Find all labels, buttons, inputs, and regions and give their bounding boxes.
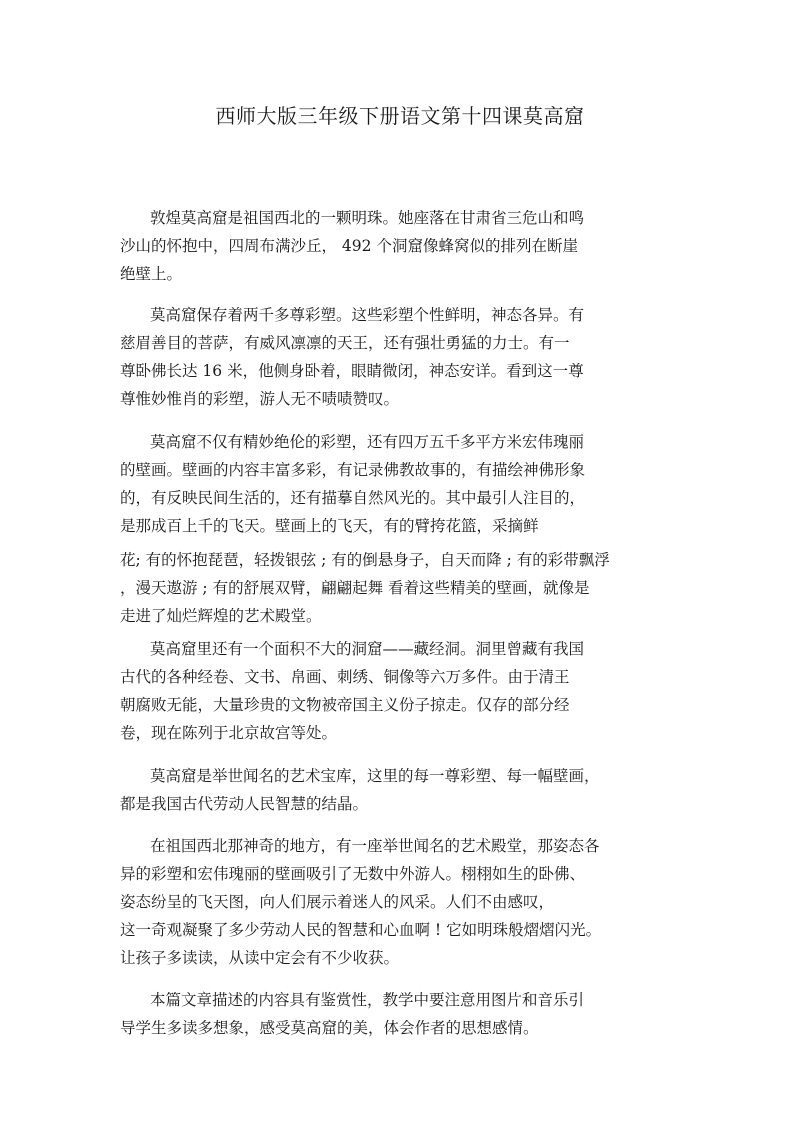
- paragraph-6: [120, 832, 680, 972]
- text-line: ，漫天遨游 ; 有的舒展双臂，翩翩起舞 看着这些精美的壁画，就像是: [120, 579, 590, 597]
- text-line: 朝腐败无能，大量珍贵的文物被帝国主义份子掠走。仅存的部分经: [120, 696, 570, 714]
- paragraph-7: [120, 986, 680, 1042]
- text-line: 绝壁上。: [120, 265, 183, 283]
- text-line: 慈眉善目的菩萨，有威风凛凛的天王，还有强壮勇猛的力士。有一: [120, 334, 570, 352]
- text-line: 花; 有的怀抱琵琶，轻拨银弦 ; 有的倒悬身子，自天而降 ; 有的彩带飘浮: [120, 551, 610, 569]
- text-line: 走进了灿烂辉煌的艺术殿堂。: [120, 607, 322, 625]
- text-line: 莫高窟是举世闻名的艺术宝库，这里的每一尊彩塑、每一幅壁画，: [150, 767, 600, 785]
- text-line: 异的彩塑和宏伟瑰丽的壁画吸引了无数中外游人。栩栩如生的卧佛、: [120, 865, 586, 883]
- text-line: 的壁画。壁画的内容丰富多彩，有记录佛教故事的，有描绘神佛形象: [120, 461, 586, 479]
- text-line: 本篇文章描述的内容具有鉴赏性，教学中要注意用图片和音乐引: [150, 991, 585, 1009]
- text-line: 古代的各种经卷、文书、帛画、刺绣、铜像等六万多件。由于清王: [120, 668, 570, 686]
- text-line: 都是我国古代劳动人民智慧的结晶。: [120, 795, 369, 813]
- text-line: 导学生多读多想象，感受莫高窟的美，体会作者的思想感情。: [120, 1019, 539, 1037]
- paragraph-4: [120, 635, 680, 747]
- text-line: 沙山的怀抱中，四周布满沙丘， 492 个洞窟像蜂窝似的排列在断崖: [120, 237, 578, 255]
- text-line: 莫高窟里还有一个面积不大的洞窟——藏经洞。洞里曾藏有我国: [150, 640, 585, 658]
- text-line: 让孩子多读读，从读中定会有不少收获。: [120, 949, 400, 967]
- text-line: 莫高窟不仅有精妙绝伦的彩塑，还有四万五千多平方米宏伟瑰丽: [150, 433, 585, 451]
- paragraph-1: [120, 204, 680, 288]
- paragraph-2: [120, 301, 680, 413]
- text-line: 的，有反映民间生活的，还有描摹自然风光的。其中最引人注目的，: [120, 489, 586, 507]
- paragraph-3: [120, 428, 680, 630]
- text-line: 莫高窟保存着两千多尊彩塑。这些彩塑个性鲜明，神态各异。有: [150, 306, 585, 324]
- text-line: 尊卧佛长达 16 米，他侧身卧着，眼睛微闭，神态安详。看到这一尊: [120, 362, 584, 380]
- document-title: 西师大版三年级下册语文第十四课莫高窟: [215, 104, 585, 128]
- text-line: 卷，现在陈列于北京故宫等处。: [120, 724, 338, 742]
- text-line: 在祖国西北那神奇的地方，有一座举世闻名的艺术殿堂，那姿态各: [150, 837, 600, 855]
- text-line: 是那成百上千的飞天。壁画上的飞天，有的臂挎花篮，采摘鲜: [120, 517, 539, 535]
- text-line: 敦煌莫高窟是祖国西北的一颗明珠。她座落在甘肃省三危山和鸣: [150, 209, 585, 227]
- text-line: 尊惟妙惟肖的彩塑，游人无不啧啧赞叹。: [120, 390, 400, 408]
- paragraph-5: [120, 762, 680, 818]
- text-line: 这一奇观凝聚了多少劳动人民的智慧和心血啊 ! 它如明珠般熠熠闪光。: [120, 921, 602, 939]
- text-line: 姿态纷呈的飞天图，向人们展示着迷人的风采。人们不由感叹，: [120, 893, 555, 911]
